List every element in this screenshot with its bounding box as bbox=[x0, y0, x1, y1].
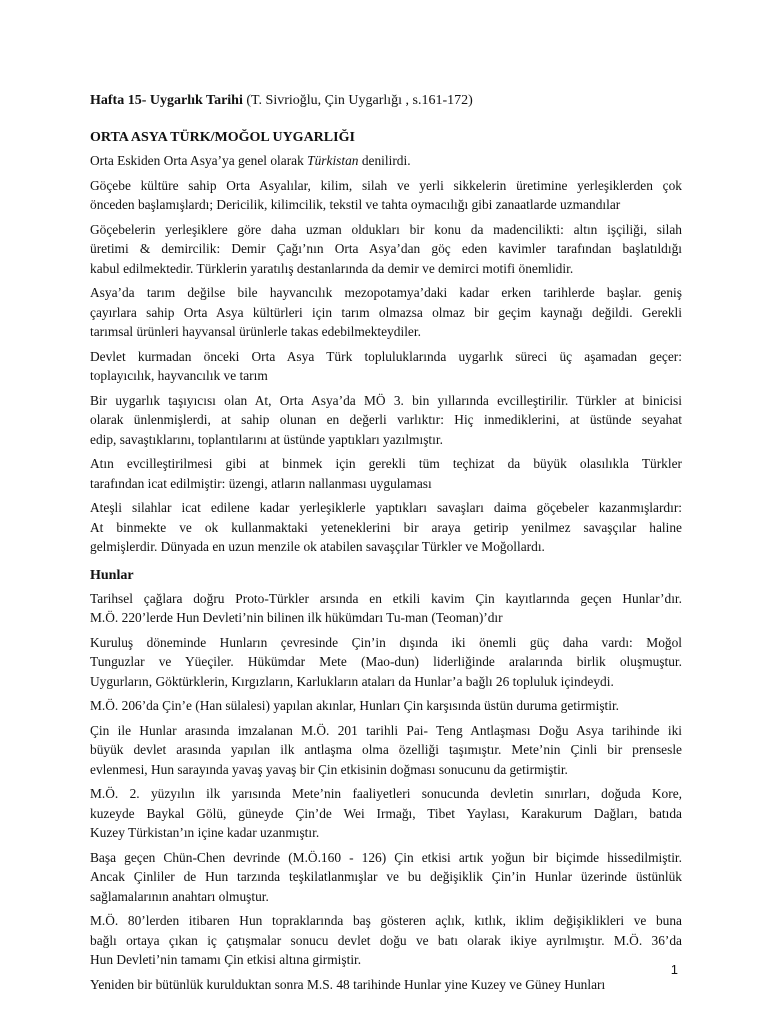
italic-term: Türkistan bbox=[307, 153, 359, 168]
paragraph-line: Ancak Çinliler de Hun tarzında teşkilatlanmışlar ve bu değişiklik Çin’in Hunlar üzerinde üstünlük bbox=[90, 869, 682, 884]
document-body bbox=[90, 128, 682, 994]
paragraph-line: M.Ö. 206’da Çin’e (Han sülalesi) yapılan akınlar, Hunları Çin karşısında üstün duruma getirmiştir. bbox=[90, 698, 620, 713]
paragraph-line: Bir uygarlık taşıyıcısı olan At, Orta Asya’da MÖ 3. bin yıllarında evcilleştirilir. Türkler at binicisi bbox=[90, 392, 682, 408]
paragraph-line: Hun Devleti’nin tamamı Çin etkisi altına girmiştir. bbox=[90, 952, 362, 967]
paragraph-line: Atın evcilleştirilmesi gibi at binmek için gerekli tüm teçhizat da büyük olasılıkla Türkler bbox=[90, 456, 682, 471]
paragraph bbox=[90, 151, 682, 171]
paragraph-line: edip, savaştıklarını, toplantılarını at üstünde yaptıkları yazılmıştır. bbox=[90, 431, 443, 447]
paragraph bbox=[90, 696, 682, 716]
paragraph-line: Asya’da tarım değilse bile hayvancılık mezopotamya’daki kadar erken tarihlerde başlar. geniş bbox=[90, 285, 682, 300]
paragraph bbox=[90, 347, 682, 386]
paragraph-line: toplayıcılık, hayvancılık ve tarım bbox=[90, 368, 268, 383]
title-reference: (T. Sivrioğlu, Çin Uygarlığı , s.161-172) bbox=[242, 93, 473, 108]
paragraph-line: Kuzey Türkistan’ın içine kadar uzanmıştır. bbox=[90, 825, 320, 840]
paragraph-line: tarımsal ürünleri hayvansal ürünlerle takas edebilmekteydiler. bbox=[90, 324, 421, 339]
paragraph-line: gelmişlerdir. Dünyada en uzun menzile ok atabilen savaşçılar Türkler ve Moğollardı. bbox=[90, 539, 545, 554]
text-segment: denilirdi. bbox=[358, 153, 411, 168]
paragraph-line: sağlamalarının anahtarı olmuştur. bbox=[90, 888, 269, 904]
paragraph-line: kuzeyde Baykal Gölü, güneyde Çin’de Wei Irmağı, Tibet Yaylası, Karakurum Dağları, batıda bbox=[90, 805, 682, 821]
paragraph-line: Göçebe kültüre sahip Orta Asyalılar, kilim, silah ve yerli sikkelerin üretimine yerleşiklerden çok bbox=[90, 177, 682, 193]
paragraph-line: büyük devlet arasında yapılan ilk antlaşma olma özelliği taşımıştır. Mete’nin Çinli bir prensesle bbox=[90, 742, 682, 757]
paragraph bbox=[90, 220, 682, 279]
paragraph-line: Uygurların, Göktürklerin, Kırgızların, Karlukların ataları da Hunlar’a bağlı 26 topluluk içindeydi. bbox=[90, 673, 614, 689]
paragraph-line: bağlı ortaya çıkan iç çatışmalar sonucu devlet doğu ve batı olarak ikiye ayrılmıştır. M.Ö. 36’da bbox=[90, 932, 682, 948]
paragraph bbox=[90, 176, 682, 215]
text-segment: Orta Eskiden Orta Asya’ya genel olarak bbox=[90, 153, 308, 168]
paragraph-line: önceden başlamışlardı; Dericilik, kilimcilik, tekstil ve tahta oymacılığı gibi zanaatlarde uzmandılar bbox=[90, 197, 621, 212]
paragraph bbox=[90, 848, 682, 907]
paragraph-line: Kuruluş döneminde Hunların çevresinde Çin’in dışında iki önemli güç daha vardı: Moğol bbox=[90, 634, 682, 650]
paragraph-line: tarafından icat edilmiştir: üzengi, atların nallanması uygulaması bbox=[90, 475, 432, 491]
paragraph-line: Göçebelerin yerleşiklere göre daha uzman oldukları bir konu da madencilikti: altın işçiliği, silah bbox=[90, 221, 682, 237]
paragraph-line: Ateşli silahlar icat edilene kadar yerleşiklerle yaptıkları savaşları daima göçebeler kazanmışlardır: bbox=[90, 500, 682, 515]
paragraph-line: Devlet kurmadan önceki Orta Asya Türk topluluklarında uygarlık süreci üç aşamadan geçer: bbox=[90, 348, 682, 364]
section-heading: Hunlar bbox=[90, 567, 134, 583]
paragraph-line: M.Ö. 220’lerde Hun Devleti’nin bilinen ilk hükümdarı Tu-man (Teoman)’dır bbox=[90, 610, 503, 625]
paragraph-line: At binmekte ve ok kullanmaktaki yeteneklerini bir araya getirip yenilmez savaşçılar haline bbox=[90, 519, 682, 535]
title-bold: Hafta 15- Uygarlık Tarihi bbox=[90, 93, 243, 108]
paragraph-line bbox=[90, 151, 682, 171]
paragraph bbox=[90, 589, 682, 628]
paragraph bbox=[90, 784, 682, 843]
paragraph bbox=[90, 633, 682, 692]
paragraph-line: Çin ile Hunlar arasında imzalanan M.Ö. 201 tarihli Pai- Teng Antlaşması Doğu Asya tarihinde iki bbox=[90, 722, 682, 738]
paragraph bbox=[90, 454, 682, 493]
page-number: 1 bbox=[670, 962, 678, 977]
document-page bbox=[90, 91, 682, 999]
paragraph-line: M.Ö. 80’lerden itibaren Hun topraklarında baş gösteren açlık, kıtlık, iklim değişiklikleri ve buna bbox=[90, 913, 682, 928]
paragraph-line: Tunguzlar ve Yüeçiler. Hükümdar Mete (Mao-dun) liderliğinde aralarında birlik oluşmuştur. bbox=[90, 654, 682, 669]
paragraph bbox=[90, 721, 682, 780]
paragraph-line: üretimi & demircilik: Demir Çağı’nın Orta Asya’dan göç eden kavimler tarafından başlatıldığı bbox=[90, 241, 682, 256]
paragraph bbox=[90, 283, 682, 342]
document-title bbox=[90, 91, 682, 111]
paragraph-line: çayırlara sahip Orta Asya kültürleri için tarım olmazsa olmaz bir geçim kaynağı değildi. Gerekli bbox=[90, 304, 682, 320]
paragraph-line: olarak ünlenmişlerdi, at sahip olunan en değerli varlıktır: Hiç inmediklerini, at üstünde seyahat bbox=[90, 412, 682, 427]
paragraph bbox=[90, 498, 682, 557]
paragraph-line: Tarihsel çağlara doğru Proto-Türkler arsında en etkili kavim Çin kayıtlarında geçen Hunlar’dır. bbox=[90, 590, 682, 606]
section-heading: ORTA ASYA TÜRK/MOĞOL UYGARLIĞI bbox=[90, 130, 355, 145]
paragraph-line: M.Ö. 2. yüzyılın ilk yarısında Mete’nin faaliyetleri sonucunda devletin sınırları, doğuda Kore, bbox=[90, 786, 682, 801]
paragraph-line: evlenmesi, Hun sarayında yavaş yavaş bir Çin etkisinin doğması sonucunu da getirmiştir. bbox=[90, 761, 568, 777]
paragraph-line: Başa geçen Chün-Chen devrinde (M.Ö.160 - 126) Çin etkisi artık yoğun bir biçimde hissedilmiştir. bbox=[90, 849, 682, 865]
paragraph-line: Yeniden bir bütünlük kurulduktan sonra M.S. 48 tarihinde Hunlar yine Kuzey ve Güney Hunları bbox=[90, 976, 606, 992]
paragraph-line: kabul edilmektedir. Türklerin yaratılış destanlarında da demir ve demirci motifi önemlidir. bbox=[90, 260, 574, 276]
paragraph bbox=[90, 391, 682, 450]
paragraph bbox=[90, 911, 682, 970]
paragraph bbox=[90, 975, 682, 995]
